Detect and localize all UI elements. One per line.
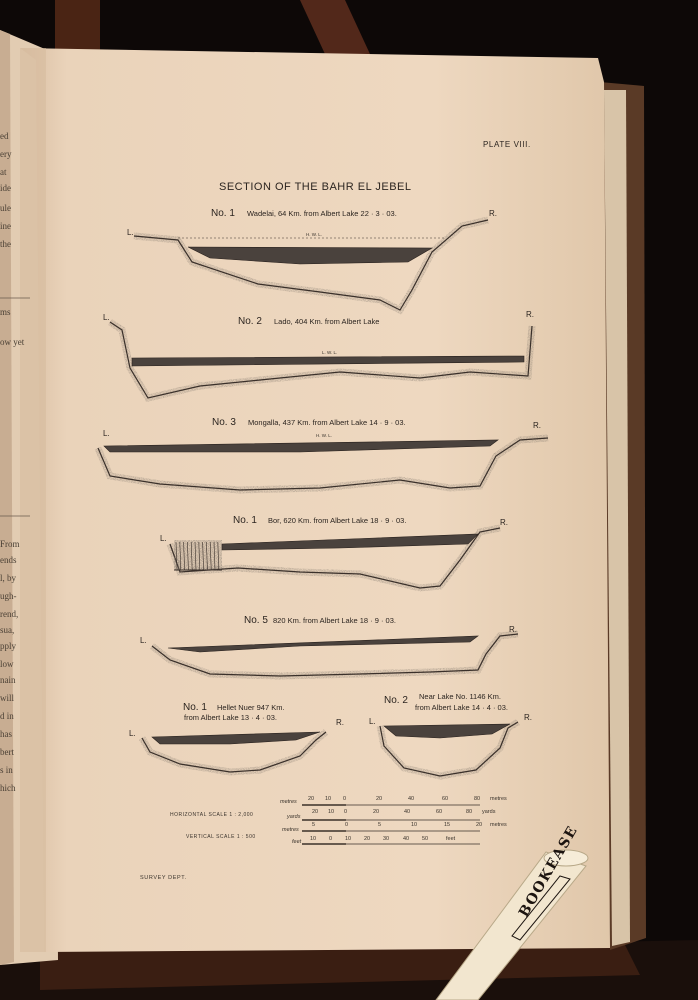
- scale-number-h_metres-3: 0: [343, 796, 347, 802]
- scale-number-v_feet-5: 30: [383, 836, 390, 842]
- left-page-fragment-12: l, by: [0, 573, 17, 583]
- scale-number-v_feet-3: 10: [345, 836, 352, 842]
- scale-number-v_metres-4: 10: [411, 822, 418, 828]
- scale-number-v_metres-6: 20: [476, 822, 483, 828]
- left-page-fragment-22: bert: [0, 747, 14, 757]
- scale-number-h_metres-8: metres: [490, 796, 507, 802]
- left-page-fragment-11: ends: [0, 555, 17, 565]
- scale-bar-2-subdivision: [302, 819, 346, 821]
- section-2-caption: Lado, 404 Km. from Albert Lake: [274, 317, 380, 326]
- section-4-caption: Bor, 620 Km. from Albert Lake 18 · 9 · 03.: [268, 516, 407, 525]
- left-page-fragment-23: s in: [0, 765, 13, 775]
- section-1-number: No. 1: [211, 208, 235, 219]
- section-6-caption2: from Albert Lake 13 · 4 · 03.: [184, 713, 277, 722]
- section-2-level: L. W. L.: [322, 350, 338, 355]
- plate-number: PLATE VIII.: [483, 140, 531, 149]
- section-7-caption: Near Lake No. 1146 Km.: [419, 692, 501, 701]
- section-4-right-bank: R.: [500, 518, 508, 527]
- scale-number-v_feet-8: feet: [446, 836, 456, 842]
- scale-number-h_metres-2: 10: [325, 796, 332, 802]
- plate-title: SECTION OF THE BAHR EL JEBEL: [219, 181, 412, 193]
- left-page-fragment-10: From: [0, 539, 20, 549]
- left-page-fragment-2: ery: [0, 149, 12, 159]
- scale-number-h_yards-4: 20: [373, 809, 380, 815]
- scale-number-v_feet-2: 0: [329, 836, 333, 842]
- left-page-fragment-6: ine: [0, 221, 11, 231]
- scale-number-h_metres-1: 20: [308, 796, 315, 802]
- left-page-fragment-3: at: [0, 167, 7, 177]
- scale-number-h_metres-4: 20: [376, 796, 383, 802]
- left-page-fragment-13: ugh-: [0, 591, 17, 601]
- section-2-left-bank: L.: [103, 313, 110, 322]
- scale-number-v_metres-7: metres: [490, 822, 507, 828]
- scale-number-h_metres-6: 60: [442, 796, 449, 802]
- section-3-caption: Mongalla, 437 Km. from Albert Lake 14 · 9 · 03.: [248, 418, 406, 427]
- scale-number-h_yards-3: 0: [344, 809, 348, 815]
- left-page-fragment-20: d in: [0, 711, 14, 721]
- scale-number-v_metres-3: 5: [378, 822, 382, 828]
- scale-number-h_yards-1: 20: [312, 809, 319, 815]
- scale-bar-4-subdivision: [302, 843, 346, 845]
- left-page-fragment-17: low: [0, 659, 14, 669]
- scale-bar-1-subdivision: [302, 804, 346, 806]
- scale-number-h_yards-5: 40: [404, 809, 411, 815]
- horizontal-scale-label: HORIZONTAL SCALE 1 : 2,000: [170, 812, 254, 818]
- section-6-caption: Hellet Nuer 947 Km.: [217, 703, 285, 712]
- section-3-right-bank: R.: [533, 421, 541, 430]
- left-page-fragment-24: hich: [0, 783, 16, 793]
- left-page-fragment-14: rend,: [0, 609, 19, 619]
- section-3-left-bank: L.: [103, 429, 110, 438]
- h-metres-unit: metres: [280, 799, 297, 805]
- v-feet-unit: feet: [292, 839, 302, 845]
- section-1-left-bank: L.: [127, 228, 134, 237]
- scale-number-h_metres-7: 80: [474, 796, 481, 802]
- scale-number-h_yards-6: 60: [436, 809, 443, 815]
- bookmark-text: BOOKEASE: [516, 822, 582, 920]
- section-6-right-bank: R.: [336, 718, 344, 727]
- scale-number-v_feet-1: 10: [310, 836, 317, 842]
- section-4-left-bank: L.: [160, 534, 167, 543]
- left-page-fragment-18: nain: [0, 675, 16, 685]
- scale-number-h_yards-8: yards: [482, 809, 496, 815]
- scale-number-h_yards-2: 10: [328, 809, 335, 815]
- section-7-right-bank: R.: [524, 713, 532, 722]
- section-3-level: H. W. L.: [316, 433, 333, 438]
- left-page-fragment-19: will: [0, 693, 15, 703]
- section-4-number: No. 1: [233, 515, 257, 526]
- left-page-fragment-5: ule: [0, 203, 11, 213]
- section-5-caption: 820 Km. from Albert Lake 18 · 9 · 03.: [273, 616, 396, 625]
- left-page-fragment-4: ide: [0, 183, 11, 193]
- section-3-number: No. 3: [212, 417, 236, 428]
- left-page-fragment-15: sua,: [0, 625, 15, 635]
- section-5-right-bank: R.: [509, 625, 517, 634]
- scale-bar-3-subdivision: [302, 830, 346, 832]
- v-metres-unit: metres: [282, 827, 299, 833]
- left-page-fragment-8: ms: [0, 307, 11, 317]
- scale-number-v_feet-6: 40: [403, 836, 410, 842]
- section-6-number: No. 1: [183, 702, 207, 713]
- section-7-number: No. 2: [384, 695, 408, 706]
- scale-number-h_metres-5: 40: [408, 796, 415, 802]
- left-page-fragment-7: the: [0, 239, 11, 249]
- vertical-scale-label: VERTICAL SCALE 1 : 500: [186, 834, 256, 840]
- footer-survey-dept: SURVEY DEPT.: [140, 875, 187, 881]
- h-yards-unit: yards: [287, 814, 301, 820]
- section-1-level: H. W. L.: [306, 232, 323, 237]
- section-1-right-bank: R.: [489, 209, 497, 218]
- left-page-fragment-9: ow yet: [0, 337, 25, 347]
- scale-number-v_feet-4: 20: [364, 836, 371, 842]
- section-5-left-bank: L.: [140, 636, 147, 645]
- section-2-right-bank: R.: [526, 310, 534, 319]
- section-6-left-bank: L.: [129, 729, 136, 738]
- section-7-caption2: from Albert Lake 14 · 4 · 03.: [415, 703, 508, 712]
- scale-number-v_metres-1: 5: [312, 822, 316, 828]
- section-7-left-bank: L.: [369, 717, 376, 726]
- section-5-number: No. 5: [244, 615, 268, 626]
- section-1-caption: Wadelai, 64 Km. from Albert Lake 22 · 3 · 03.: [247, 209, 397, 218]
- scale-number-v_metres-5: 15: [444, 822, 451, 828]
- section-2-number: No. 2: [238, 316, 262, 327]
- left-page-fragment-21: has: [0, 729, 12, 739]
- left-page-fragment-16: pply: [0, 641, 17, 651]
- scale-number-v_feet-7: 50: [422, 836, 429, 842]
- scale-number-v_metres-2: 0: [345, 822, 349, 828]
- left-page-fragment-1: ed: [0, 131, 9, 141]
- scale-number-h_yards-7: 80: [466, 809, 473, 815]
